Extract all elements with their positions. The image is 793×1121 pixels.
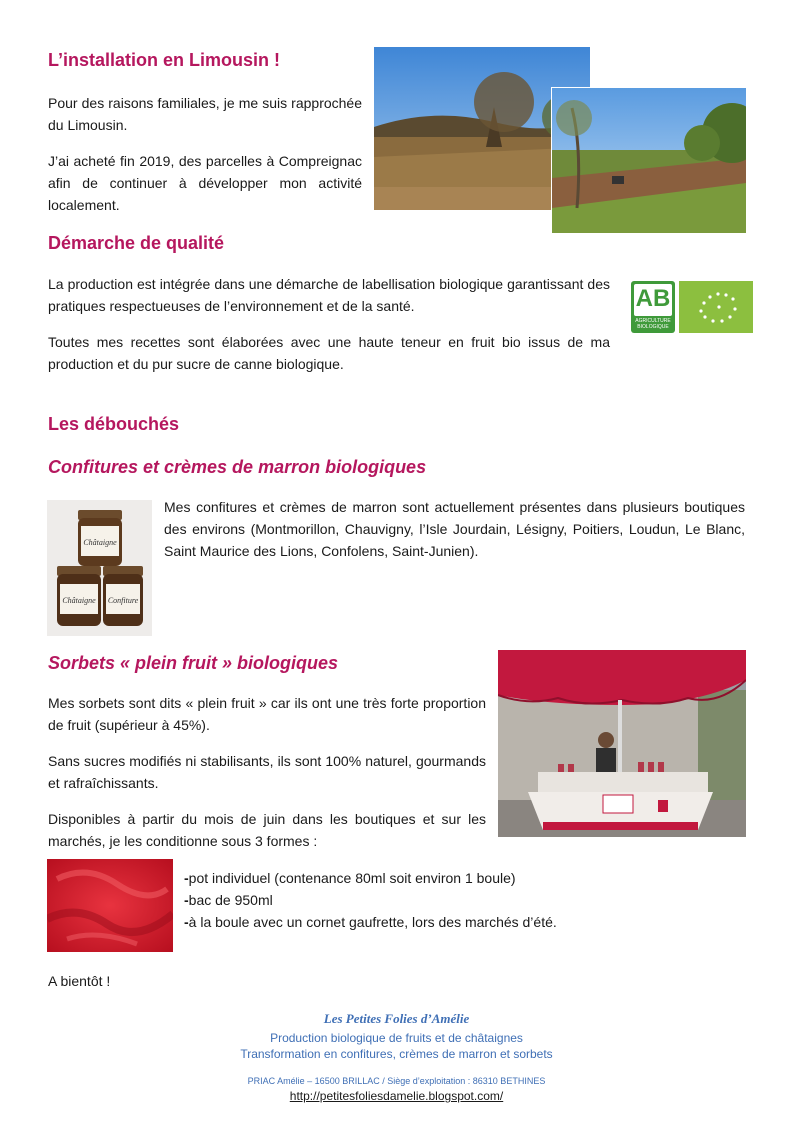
eu-leaf-icon: [679, 281, 753, 333]
form-individual-pot: pot individuel (contenance 80ml soit environ 1 boule): [188, 870, 516, 886]
packaging-forms-list: [184, 867, 557, 933]
svg-text:Châtaigne: Châtaigne: [83, 538, 117, 547]
quality-paragraph-2: Toutes mes recettes sont élaborées avec une haute teneur en fruit bio issus de ma production et du pur sucre de canne biologique.: [48, 334, 610, 372]
eu-organic-leaf-logo: [679, 281, 753, 333]
footer-line-2: Transformation en confitures, crèmes de marron et sorbets: [240, 1047, 553, 1061]
orchard-photo: [551, 87, 747, 234]
list-item: -à la boule avec un cornet gaufrette, lors des marchés d’été.: [184, 914, 557, 930]
svg-text:Châtaigne: Châtaigne: [62, 596, 96, 605]
sorbets-paragraph-3: Disponibles à partir du mois de juin dans les boutiques et sur les marchés, je les conditionne sous 3 formes :: [48, 811, 486, 849]
form-tub: bac de 950ml: [188, 892, 273, 908]
footer-brand: Les Petites Folies d’Amélie: [323, 1011, 470, 1026]
list-item: -pot individuel (contenance 80ml soit environ 1 boule): [184, 870, 516, 886]
sorbets-paragraph-1: Mes sorbets sont dits « plein fruit » car ils ont une très forte proportion de fruit (supérieur à 45%).: [48, 695, 486, 733]
list-item: -bac de 950ml: [184, 892, 273, 908]
ab-logo-letters: AB: [635, 285, 671, 312]
footer-website-link-wrap: [0, 1089, 793, 1103]
svg-text:Confiture: Confiture: [107, 596, 139, 605]
footer-line-1: Production biologique de fruits et de châtaignes: [270, 1031, 523, 1045]
subsection-title-jams: Confitures et crèmes de marron biologiques: [48, 457, 427, 477]
closing-text: A bientôt !: [48, 973, 111, 989]
section-title-installation: L’installation en Limousin !: [48, 50, 281, 70]
footer-address: PRIAC Amélie – 16500 BRILLAC / Siège d’exploitation : 86310 BETHINES: [247, 1076, 546, 1086]
section-title-quality: Démarche de qualité: [48, 233, 225, 253]
form-scoop: à la boule avec un cornet gaufrette, lors des marchés d’été.: [188, 914, 557, 930]
ab-logo: [631, 281, 675, 333]
market-stall-photo: [498, 650, 746, 837]
jam-jars-photo: [47, 500, 152, 636]
sorbets-paragraph-2: Sans sucres modifiés ni stabilisants, ils sont 100% naturel, gourmands et rafraîchissants.: [48, 753, 486, 791]
footer-website-link[interactable]: http://petitesfoliesdamelie.blogspot.com/: [289, 1089, 504, 1103]
jams-paragraph: Mes confitures et crèmes de marron sont actuellement présentes dans plusieurs boutiques des environs (Montmorillon, Chauvigny, l’Isle Jourdain, Lésigny, Poitiers, Loudun, Le Blanc, Saint Maurice des Lions, Confolens, Saint-Junien).: [164, 499, 745, 559]
sorbet-photo: [47, 859, 173, 952]
quality-paragraph-1: La production est intégrée dans une démarche de labellisation biologique garantissant des pratiques respectueuses de l’environnement et de la santé.: [48, 276, 610, 314]
subsection-title-sorbets: Sorbets « plein fruit » biologiques: [48, 653, 339, 673]
installation-paragraph-1: Pour des raisons familiales, je me suis rapprochée du Limousin.: [48, 95, 362, 133]
installation-paragraph-2: J’ai acheté fin 2019, des parcelles à Compreignac afin de continuer à développer mon activité localement.: [48, 153, 362, 213]
section-title-outlets: Les débouchés: [48, 414, 180, 434]
ab-logo-caption: AGRICULTURE BIOLOGIQUE: [635, 318, 671, 330]
